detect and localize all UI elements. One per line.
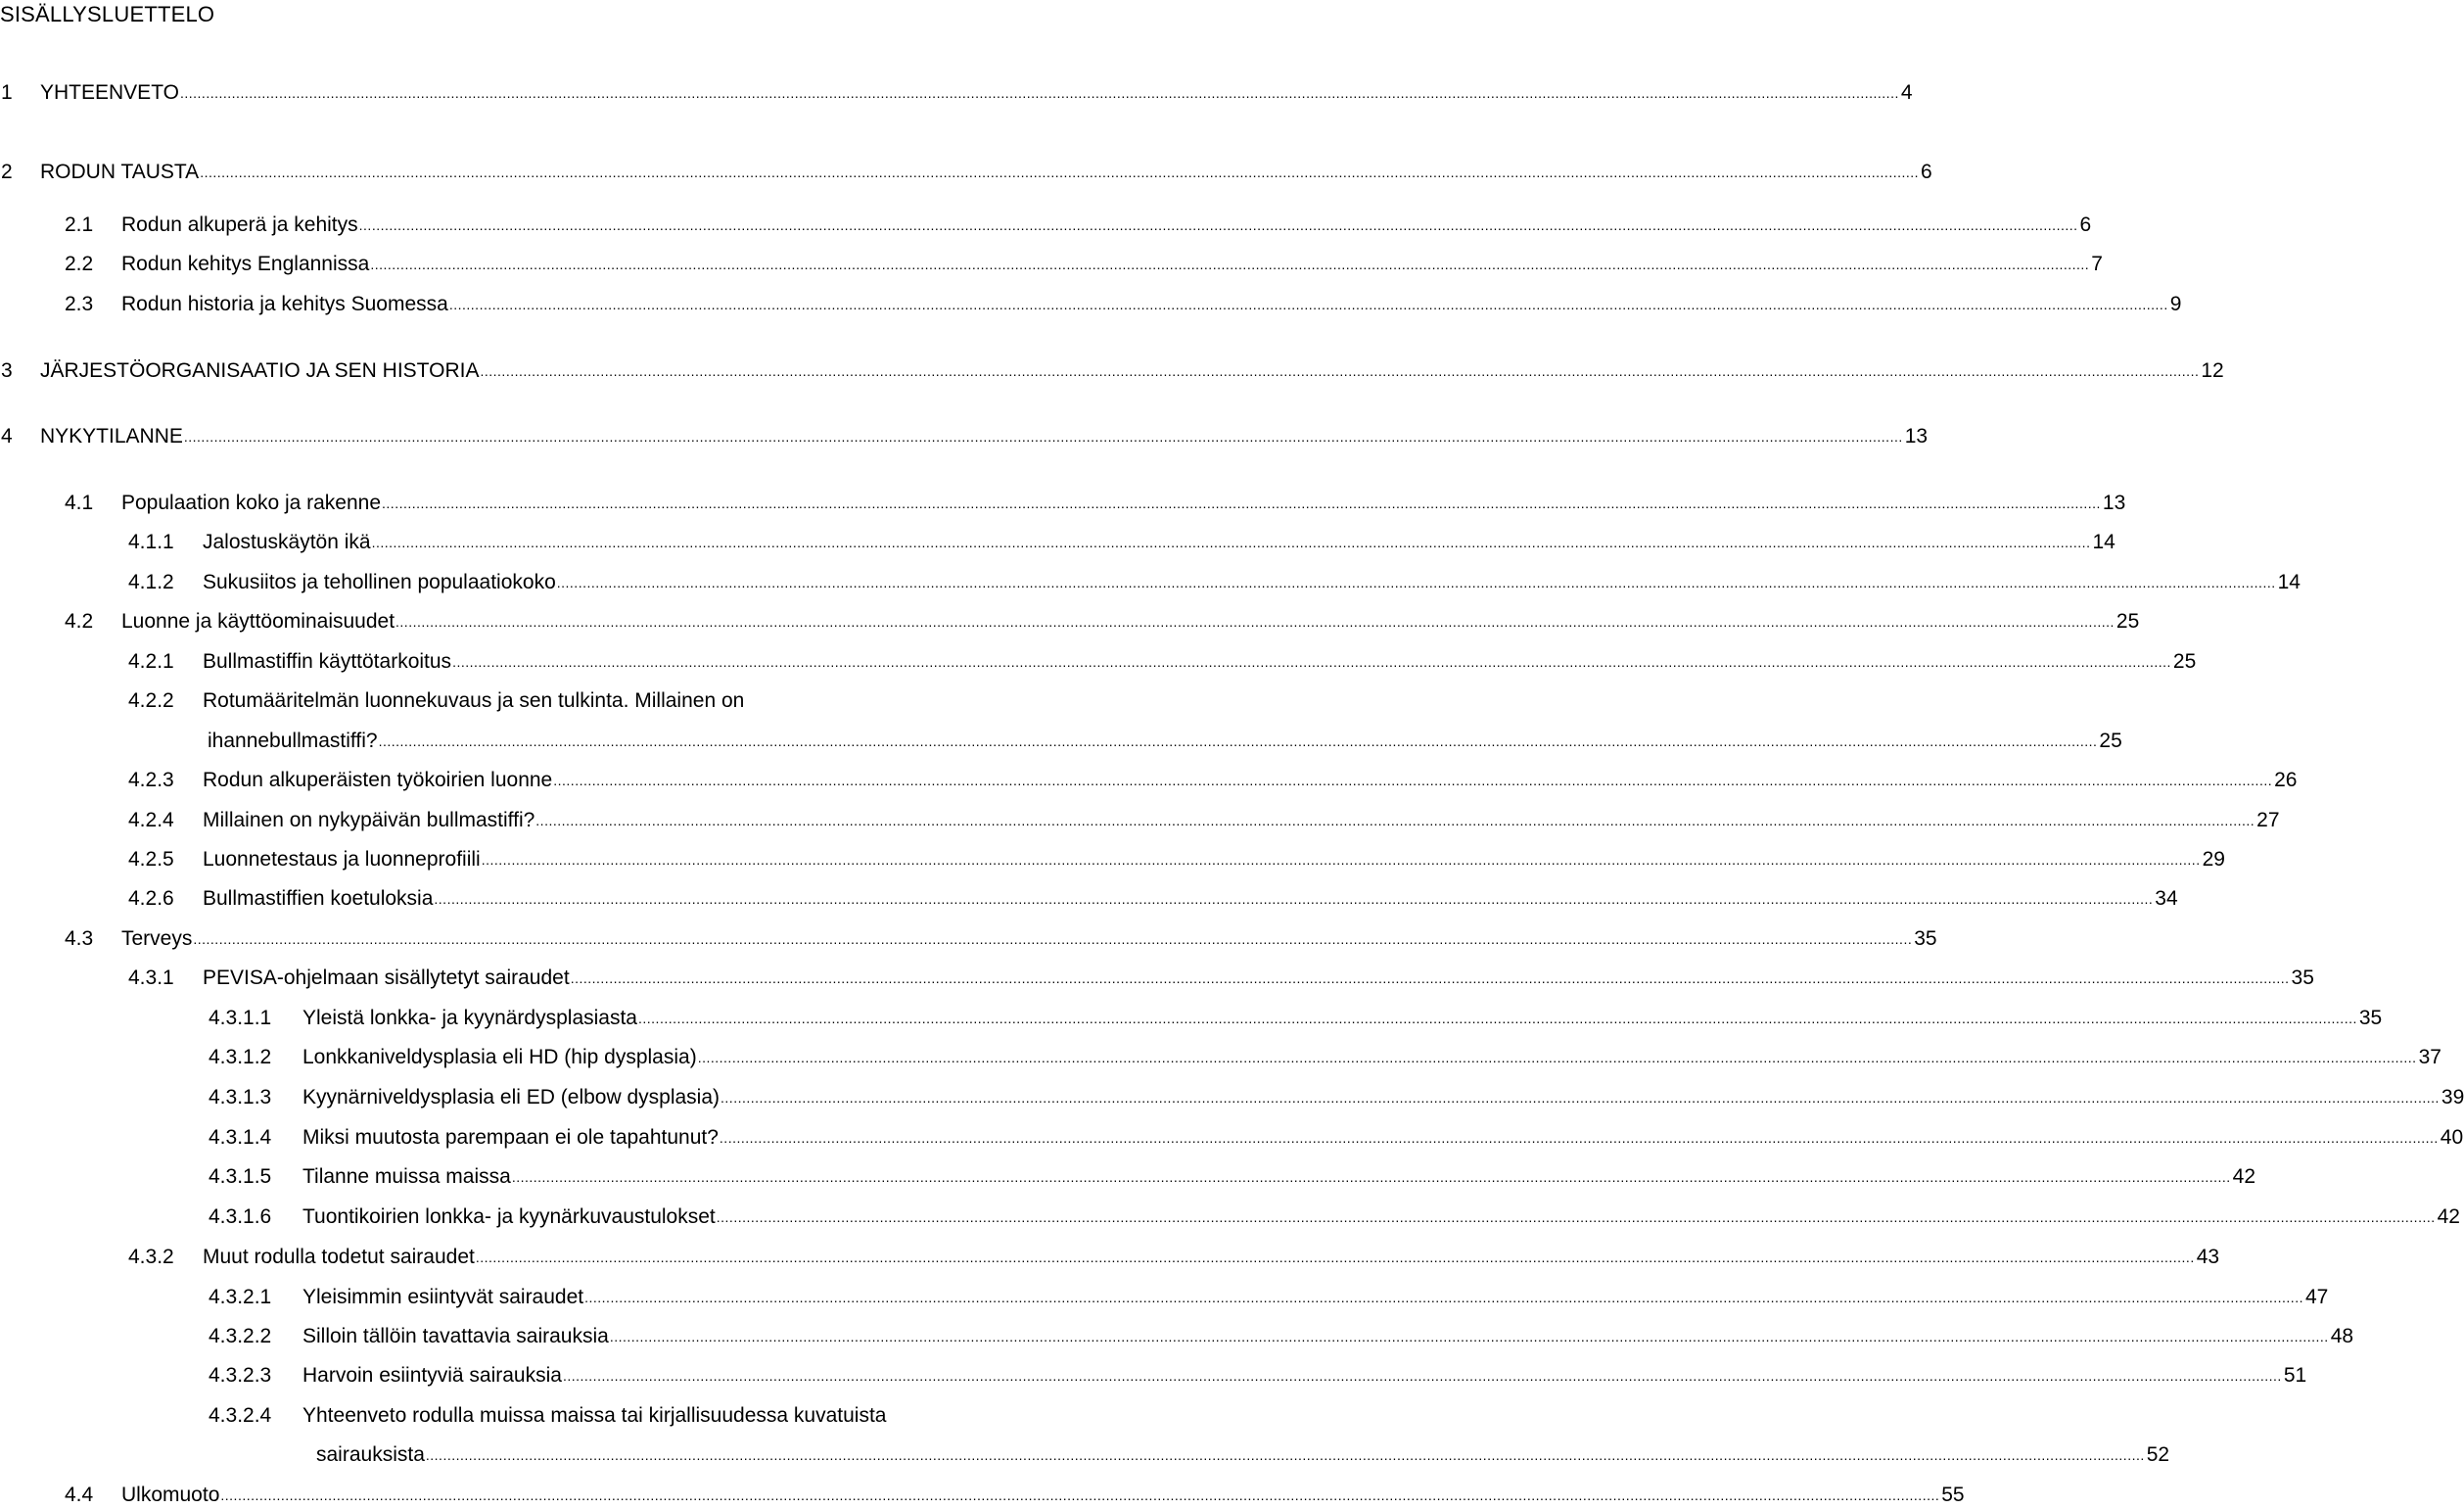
toc-entry[interactable] [0,423,1929,450]
toc-entry[interactable] [0,608,2140,636]
toc-entry-page: 40 [2440,1126,2464,1149]
toc-entry-title-continuation: sairauksista [316,1443,425,1466]
toc-entry[interactable] [0,1284,2329,1311]
dot-leader: ................................................................................................................................................................................................................................................................................................................................................................................................................ [200,165,1920,180]
dot-leader: ................................................................................................................................................................................................................................................................................................................................................................................................................ [697,1050,2417,1065]
toc-entry[interactable] [0,357,2224,385]
dot-leader: ................................................................................................................................................................................................................................................................................................................................................................................................................ [719,1130,2439,1146]
toc-entry-number: 2.2 [65,253,94,275]
toc-entry-title: Muut rodulla todetut sairaudet [203,1246,475,1268]
dot-leader: ................................................................................................................................................................................................................................................................................................................................................................................................................ [448,297,2168,312]
toc-entry-title: Miksi muutosta parempaan ei ole tapahtunut? [302,1126,719,1149]
toc-entry-page: 25 [2099,730,2122,752]
toc-entry-number: 4.3.1.3 [209,1086,272,1108]
toc-entry-title: JÄRJESTÖORGANISAATIO JA SEN HISTORIA [40,359,480,382]
toc-entry-page: 27 [2256,809,2280,831]
dot-leader: ................................................................................................................................................................................................................................................................................................................................................................................................................ [535,813,2255,828]
toc-entry-number: 4.3.1.6 [209,1205,272,1228]
dot-leader: ................................................................................................................................................................................................................................................................................................................................................................................................................ [371,535,2091,550]
toc-entry-page: 42 [2437,1205,2460,1228]
toc-entry[interactable] [0,1244,2220,1271]
toc-entry[interactable] [0,648,2197,676]
toc-entry-number: 2 [1,161,13,183]
dot-leader: ................................................................................................................................................................................................................................................................................................................................................................................................................ [553,773,2273,788]
toc-entry-title: Rodun historia ja kehitys Suomessa [121,293,448,315]
dot-leader: ................................................................................................................................................................................................................................................................................................................................................................................................................ [434,891,2154,907]
toc-entry-number: 4.3.1.2 [209,1046,272,1068]
toc-entry-number: 4.4 [65,1484,94,1506]
toc-entry-title: Terveys [121,927,193,950]
toc-entry-title: Bullmastiffien koetuloksia [203,887,434,910]
toc-entry-title: Tilanne muissa maissa [302,1165,511,1188]
toc-entry[interactable] [0,79,1913,107]
toc-entry-title-continuation: ihannebullmastiffi? [208,730,378,752]
toc-entry-page: 48 [2330,1325,2354,1347]
toc-entry-page: 6 [2079,213,2092,236]
dot-leader: ................................................................................................................................................................................................................................................................................................................................................................................................................ [452,654,2171,670]
toc-entry-number: 4.3.2.3 [209,1364,272,1387]
toc-entry-number: 4.2.3 [128,769,174,791]
toc-entry[interactable] [0,1163,2256,1191]
dot-leader: ................................................................................................................................................................................................................................................................................................................................................................................................................ [556,575,2276,590]
toc-entry-page: 26 [2274,769,2298,791]
dot-leader: ................................................................................................................................................................................................................................................................................................................................................................................................................ [179,85,1899,101]
toc-entry-page: 55 [1941,1484,1965,1506]
toc-entry-page: 51 [2283,1364,2307,1387]
dot-leader: ................................................................................................................................................................................................................................................................................................................................................................................................................ [425,1447,2145,1463]
toc-entry-page: 25 [2172,650,2197,673]
toc-entry-title: Sukusiitos ja tehollinen populaatiokoko [203,571,556,593]
toc-entry-number: 1 [1,81,13,104]
toc-entry[interactable] [0,885,2178,913]
toc-entry-number: 4.3.1.4 [209,1126,272,1149]
toc-entry-title: RODUN TAUSTA [40,161,200,183]
dot-leader: ................................................................................................................................................................................................................................................................................................................................................................................................................ [511,1169,2231,1185]
toc-entry-title: Luonnetestaus ja luonneprofiili [203,848,481,871]
toc-entry-title: Silloin tällöin tavattavia sairauksia [302,1325,609,1347]
toc-entry-page: 47 [2304,1286,2329,1308]
toc-entry-number: 4.3.1 [128,967,174,989]
dot-leader: ................................................................................................................................................................................................................................................................................................................................................................................................................ [481,852,2201,868]
toc-entry[interactable] [0,291,2182,318]
dot-leader: ................................................................................................................................................................................................................................................................................................................................................................................................................ [480,363,2200,379]
toc-entry-page: 39 [2441,1086,2464,1108]
toc-entry-page: 42 [2232,1165,2256,1188]
toc-entry[interactable] [0,529,2115,556]
toc-entry-continuation[interactable] [316,1441,2170,1469]
dot-leader: ................................................................................................................................................................................................................................................................................................................................................................................................................ [584,1290,2303,1305]
toc-entry-number: 4.2.4 [128,809,174,831]
toc-entry-title: Kyynärniveldysplasia eli ED (elbow dysplasia) [302,1086,721,1108]
toc-entry-number: 4.3.1.1 [209,1007,272,1029]
toc-entry-title: Millainen on nykypäivän bullmastiffi? [203,809,535,831]
toc-entry-page: 35 [1914,927,1937,950]
dot-leader: ................................................................................................................................................................................................................................................................................................................................................................................................................ [475,1250,2195,1265]
toc-entry[interactable] [0,1362,2307,1390]
toc-entry-title: PEVISA-ohjelmaan sisällytetyt sairaudet [203,967,570,989]
dot-leader: ................................................................................................................................................................................................................................................................................................................................................................................................................ [716,1209,2436,1225]
toc-entry-number: 4.3 [65,927,94,950]
toc-entry-number: 4.2 [65,610,94,633]
toc-entry-number: 4.1.2 [128,571,174,593]
toc-entry-title: Rodun alkuperä ja kehitys [121,213,358,236]
toc-entry-number: 4.3.2.1 [209,1286,272,1308]
toc-entry-title: Lonkkaniveldysplasia eli HD (hip dysplasia) [302,1046,697,1068]
toc-entry-page: 37 [2418,1046,2441,1068]
toc-entry-page: 6 [1921,161,1932,183]
toc-entry-number: 4.3.2 [128,1246,174,1268]
toc-entry-page: 52 [2146,1443,2170,1466]
toc-entry-page: 14 [2092,531,2115,553]
toc-entry-page: 7 [2091,253,2103,275]
toc-entry-number: 2.1 [65,213,94,236]
toc-entry-page: 43 [2196,1246,2220,1268]
toc-entry-page: 4 [1900,81,1913,104]
toc-entry-page: 35 [2358,1007,2383,1029]
page-title: SISÄLLYSLUETTELO [0,2,215,26]
toc-entry[interactable] [0,1323,2354,1350]
toc-entry[interactable] [0,965,2314,992]
toc-entry[interactable] [0,1084,2464,1111]
toc-entry-page: 9 [2169,293,2182,315]
dot-leader: ................................................................................................................................................................................................................................................................................................................................................................................................................ [721,1090,2440,1106]
toc-entry-title: Tuontikoirien lonkka- ja kyynärkuvaustulokset [302,1205,716,1228]
toc-entry-page: 29 [2202,848,2225,871]
toc-entry-title: Populaation koko ja rakenne [121,492,382,514]
toc-entry[interactable] [0,846,2225,873]
dot-leader: ................................................................................................................................................................................................................................................................................................................................................................................................................ [570,970,2290,986]
toc-entry-number: 4.2.5 [128,848,174,871]
toc-entry-number: 4.3.1.5 [209,1165,272,1188]
toc-entry-title: Jalostuskäytön ikä [203,531,371,553]
toc-entry-number: 4 [1,425,13,448]
toc-entry-number: 4.2.6 [128,887,174,910]
toc-entry-page: 13 [2102,492,2126,514]
toc-entry-title: Yleistä lonkka- ja kyynärdysplasiasta [302,1007,637,1029]
toc-entry-page: 12 [2201,359,2224,382]
toc-entry-title: Ulkomuoto [121,1484,220,1506]
toc-entry-continuation[interactable] [208,728,2122,755]
toc-entry-title: Rodun alkuperäisten työkoirien luonne [203,769,553,791]
toc-entry-title: Harvoin esiintyviä sairauksia [302,1364,562,1387]
dot-leader: ................................................................................................................................................................................................................................................................................................................................................................................................................ [358,217,2078,233]
toc-entry[interactable] [0,569,2301,596]
toc-entry-page: 25 [2115,610,2140,633]
toc-entry[interactable] [0,687,938,715]
toc-entry-number: 4.2.2 [128,689,174,712]
toc-entry-number: 3 [1,359,13,382]
toc-entry[interactable] [0,212,2092,239]
dot-leader: ................................................................................................................................................................................................................................................................................................................................................................................................................ [382,495,2101,511]
toc-entry-page: 13 [1904,425,1929,448]
toc-entry-title: NYKYTILANNE [40,425,183,448]
toc-entry-number: 4.3.2.4 [209,1404,272,1427]
toc-entry[interactable] [0,1124,2464,1152]
dot-leader: ................................................................................................................................................................................................................................................................................................................................................................................................................ [370,257,2090,272]
toc-entry-page: 14 [2277,571,2301,593]
toc-entry-page: 35 [2291,967,2314,989]
toc-entry-number: 4.1 [65,492,94,514]
dot-leader: ................................................................................................................................................................................................................................................................................................................................................................................................................ [395,614,2115,630]
dot-leader: ................................................................................................................................................................................................................................................................................................................................................................................................................ [638,1011,2357,1026]
toc-entry[interactable] [0,1402,938,1430]
dot-leader: ................................................................................................................................................................................................................................................................................................................................................................................................................ [220,1487,1940,1503]
toc-entry-number: 2.3 [65,293,94,315]
toc-entry-title: Bullmastiffin käyttötarkoitus [203,650,452,673]
toc-entry[interactable] [0,925,1937,953]
dot-leader: ................................................................................................................................................................................................................................................................................................................................................................................................................ [609,1329,2329,1344]
dot-leader: ................................................................................................................................................................................................................................................................................................................................................................................................................ [378,733,2098,749]
dot-leader: ................................................................................................................................................................................................................................................................................................................................................................................................................ [183,429,1903,445]
toc-entry[interactable] [0,1044,2441,1071]
toc-entry[interactable] [0,1005,2383,1032]
toc-entry-title: Rodun kehitys Englannissa [121,253,370,275]
toc-entry-number: 4.2.1 [128,650,174,673]
dot-leader: ................................................................................................................................................................................................................................................................................................................................................................................................................ [193,931,1913,947]
toc-entry-title: Yhteenveto rodulla muissa maissa tai kirjallisuudessa kuvatuista [302,1404,887,1427]
toc-entry-title: Luonne ja käyttöominaisuudet [121,610,395,633]
toc-entry-number: 4.1.1 [128,531,174,553]
toc-entry[interactable] [0,159,1932,186]
toc-entry[interactable] [0,251,2103,278]
toc-entry-title: YHTEENVETO [40,81,179,104]
dot-leader: ................................................................................................................................................................................................................................................................................................................................................................................................................ [562,1368,2282,1384]
toc-entry-title: Yleisimmin esiintyvät sairaudet [302,1286,584,1308]
toc-entry[interactable] [0,1203,2460,1231]
toc-entry-page: 34 [2155,887,2178,910]
toc-entry-title: Rotumääritelmän luonnekuvaus ja sen tulkinta. Millainen on [203,689,745,712]
toc-entry[interactable] [0,1482,1965,1509]
toc-entry[interactable] [0,490,2126,517]
toc-entry[interactable] [0,767,2298,794]
toc-entry[interactable] [0,807,2280,834]
toc-entry-number: 4.3.2.2 [209,1325,272,1347]
